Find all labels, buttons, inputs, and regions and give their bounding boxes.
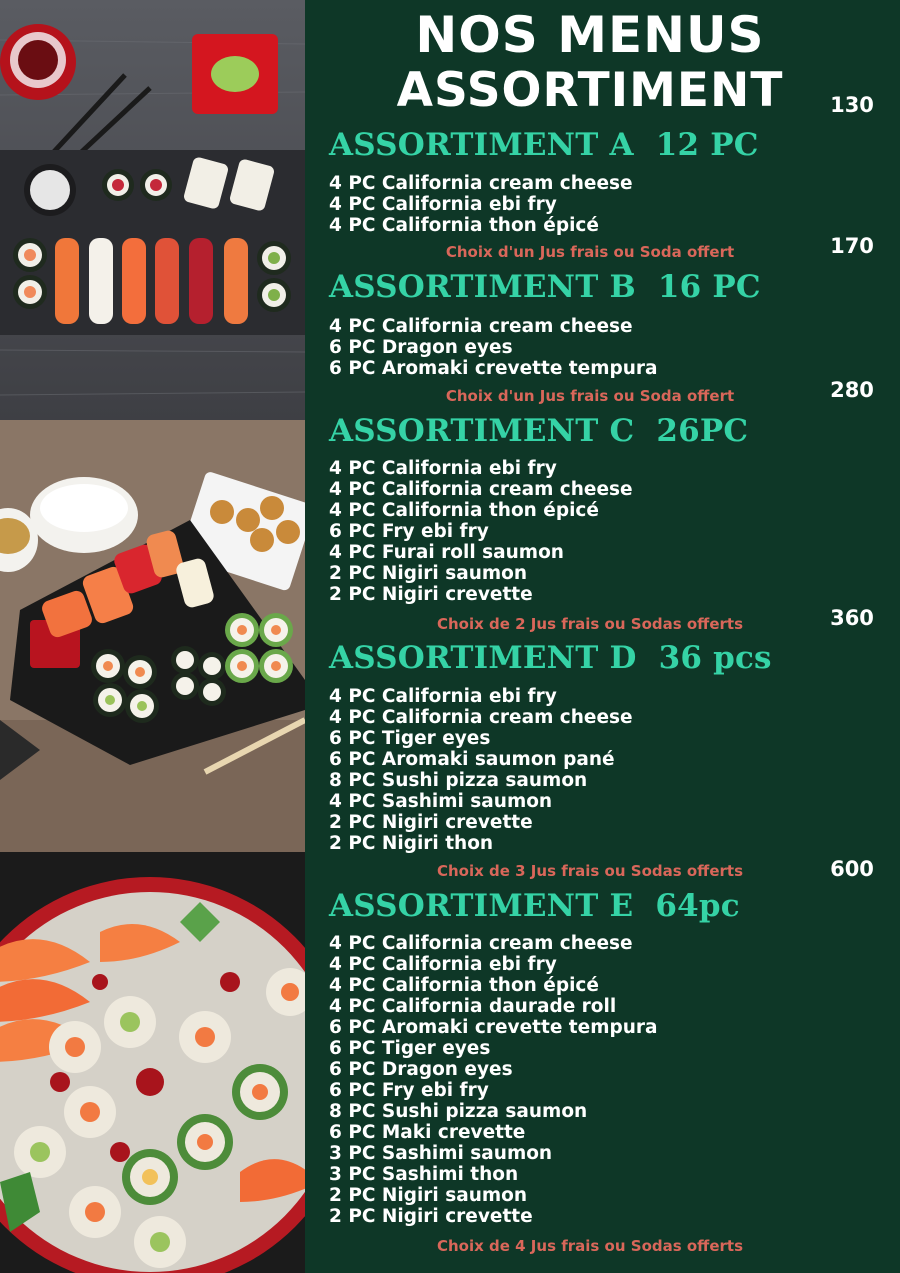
list-item: 6 PC Tiger eyes <box>329 1038 491 1059</box>
assortment-c-price: 280 <box>830 378 874 402</box>
assortment-b-offer: Choix d'un Jus frais ou Soda offert <box>445 387 735 405</box>
list-item: 2 PC Nigiri crevette <box>329 584 533 605</box>
assortment-c-name: ASSORTIMENT C <box>329 413 635 449</box>
assortment-d-items <box>329 686 633 854</box>
list-item: 3 PC Sashimi saumon <box>329 1143 553 1164</box>
list-item: 2 PC Nigiri crevette <box>329 812 533 833</box>
menu-title-line2: ASSORTIMENT <box>396 63 784 118</box>
assortment-e-offer: Choix de 4 Jus frais ou Sodas offerts <box>436 1237 744 1255</box>
list-item: 4 PC California ebi fry <box>329 954 557 975</box>
list-item: 6 PC Tiger eyes <box>329 728 491 749</box>
maki-boat-photo <box>0 852 305 1273</box>
assortment-e-items <box>329 933 658 1227</box>
list-item: 4 PC California cream cheese <box>329 707 633 728</box>
list-item: 4 PC California thon épicé <box>329 500 599 521</box>
assortment-e-name: ASSORTIMENT E <box>329 888 634 924</box>
assortment-a-count: 12 PC <box>655 127 759 163</box>
list-item: 8 PC Sushi pizza saumon <box>329 770 588 791</box>
list-item: 6 PC Dragon eyes <box>329 1059 513 1080</box>
photo-column <box>0 0 305 1273</box>
list-item: 4 PC California thon épicé <box>329 975 599 996</box>
assortment-b-heading <box>329 268 761 306</box>
list-item: 4 PC California cream cheese <box>329 933 633 954</box>
list-item: 4 PC Sashimi saumon <box>329 791 553 812</box>
list-item: 4 PC California cream cheese <box>329 316 633 337</box>
assortment-a-name: ASSORTIMENT A <box>329 127 634 163</box>
assortment-b-price: 170 <box>830 234 874 258</box>
assortment-a-price: 130 <box>830 93 874 117</box>
assortment-c-count: 26PC <box>656 413 749 449</box>
assortment-d-price: 360 <box>830 606 874 630</box>
list-item: 4 PC California ebi fry <box>329 458 557 479</box>
assortment-a-heading <box>329 126 759 164</box>
list-item: 3 PC Sashimi thon <box>329 1164 519 1185</box>
sashimi-assortment-photo <box>0 420 305 852</box>
list-item: 2 PC Nigiri thon <box>329 833 494 854</box>
assortment-d-heading <box>329 639 772 677</box>
assortment-b-name: ASSORTIMENT B <box>329 269 636 305</box>
list-item: 6 PC Aromaki crevette tempura <box>329 1017 658 1038</box>
list-item: 6 PC Fry ebi fry <box>329 1080 489 1101</box>
list-item: 2 PC Nigiri crevette <box>329 1206 533 1227</box>
list-item: 2 PC Nigiri saumon <box>329 1185 528 1206</box>
list-item: 2 PC Nigiri saumon <box>329 563 528 584</box>
menu-title-line1: NOS MENUS <box>415 6 765 64</box>
assortment-d-count: 36 pcs <box>658 640 772 676</box>
assortment-c-items <box>329 458 633 605</box>
assortment-d-offer: Choix de 3 Jus frais ou Sodas offerts <box>436 862 744 880</box>
list-item: 8 PC Sushi pizza saumon <box>329 1101 588 1122</box>
assortment-e-heading <box>329 887 740 925</box>
list-item: 4 PC California ebi fry <box>329 194 557 215</box>
list-item: 6 PC Maki crevette <box>329 1122 526 1143</box>
list-item: 4 PC California thon épicé <box>329 215 599 236</box>
assortment-d-name: ASSORTIMENT D <box>329 640 637 676</box>
assortment-e-price: 600 <box>830 857 874 881</box>
list-item: 4 PC Furai roll saumon <box>329 542 564 563</box>
list-item: 6 PC Aromaki saumon pané <box>329 749 615 770</box>
assortment-b-count: 16 PC <box>657 269 761 305</box>
assortment-c-offer: Choix de 2 Jus frais ou Sodas offerts <box>436 615 744 633</box>
assortment-c-heading <box>329 412 748 450</box>
list-item: 4 PC California cream cheese <box>329 479 633 500</box>
list-item: 6 PC Fry ebi fry <box>329 521 489 542</box>
assortment-e-count: 64pc <box>655 888 740 924</box>
assortment-b-items <box>329 316 658 379</box>
assortment-a-offer: Choix d'un Jus frais ou Soda offert <box>445 243 735 261</box>
assortment-a-items <box>329 173 633 236</box>
list-item: 4 PC California ebi fry <box>329 686 557 707</box>
list-item: 6 PC Dragon eyes <box>329 337 513 358</box>
menu-panel <box>305 0 900 1273</box>
sushi-platter-slate-photo <box>0 0 305 420</box>
list-item: 6 PC Aromaki crevette tempura <box>329 358 658 379</box>
list-item: 4 PC California cream cheese <box>329 173 633 194</box>
list-item: 4 PC California daurade roll <box>329 996 617 1017</box>
